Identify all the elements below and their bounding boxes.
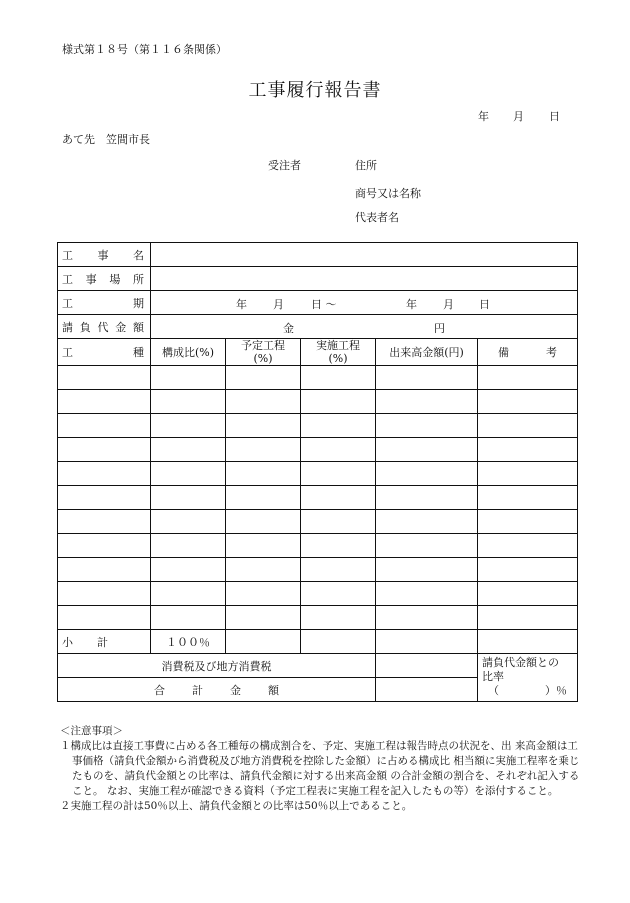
period-field[interactable] <box>151 291 578 315</box>
table-row <box>58 606 578 630</box>
cell-actual[interactable] <box>301 534 376 558</box>
total-amount[interactable] <box>376 678 478 702</box>
address-label: 住所 <box>355 159 377 172</box>
addressee: あて先 笠間市長 <box>62 133 150 146</box>
cell-work-type[interactable] <box>58 438 151 462</box>
cell-ratio[interactable] <box>151 582 226 606</box>
subtotal-label: 小 計 <box>58 630 151 654</box>
cell-planned[interactable] <box>226 558 301 582</box>
cell-work-type[interactable] <box>58 414 151 438</box>
cell-amount[interactable] <box>376 534 478 558</box>
cell-planned[interactable] <box>226 366 301 390</box>
work-name-field[interactable] <box>151 243 578 267</box>
report-table <box>57 242 578 702</box>
cell-amount[interactable] <box>376 510 478 534</box>
cell-planned[interactable] <box>226 414 301 438</box>
cell-work-type[interactable] <box>58 510 151 534</box>
cell-work-type[interactable] <box>58 606 151 630</box>
cell-work-type[interactable] <box>58 486 151 510</box>
cell-actual[interactable] <box>301 606 376 630</box>
period-end-day: 日 <box>479 298 490 311</box>
work-name-label: 工 事 名 <box>58 243 151 267</box>
cell-amount[interactable] <box>376 438 478 462</box>
cell-amount[interactable] <box>376 462 478 486</box>
cell-work-type[interactable] <box>58 366 151 390</box>
cell-ratio[interactable] <box>151 462 226 486</box>
cell-planned[interactable] <box>226 606 301 630</box>
col-ratio: 構成比(%) <box>151 339 226 366</box>
cell-amount[interactable] <box>376 606 478 630</box>
contractor-label: 受注者 <box>268 159 301 172</box>
tax-row <box>58 654 578 678</box>
ratio-box-line2: 比率 <box>482 670 504 683</box>
table-row <box>58 558 578 582</box>
cell-work-type[interactable] <box>58 582 151 606</box>
cell-ratio[interactable] <box>151 366 226 390</box>
cell-actual[interactable] <box>301 510 376 534</box>
cell-work-type[interactable] <box>58 558 151 582</box>
total-label: 合 計 金 額 <box>58 678 376 702</box>
cell-ratio[interactable] <box>151 534 226 558</box>
cell-remarks[interactable] <box>478 486 578 510</box>
subtotal-row <box>58 630 578 654</box>
cell-planned[interactable] <box>226 462 301 486</box>
column-header-row <box>58 339 578 366</box>
contract-amount-field[interactable] <box>151 315 578 339</box>
period-start-year: 年 <box>236 298 247 311</box>
cell-ratio[interactable] <box>151 510 226 534</box>
cell-ratio[interactable] <box>151 390 226 414</box>
cell-actual[interactable] <box>301 366 376 390</box>
subtotal-ratio: １００％ <box>151 630 226 654</box>
cell-actual[interactable] <box>301 558 376 582</box>
period-end-year: 年 <box>406 298 417 311</box>
contract-yen-label: 円 <box>434 322 445 335</box>
tax-amount[interactable] <box>376 654 478 678</box>
note-item-1: １構成比は直接工事費に占める各工種毎の構成割合を、予定、実施工程は報告時点の状況を、出 来高金額は工事価格（請負代金額から消費税及び地方消費税を控除した金額）に占める構成比 相当額に実施工程率を乗じたものを、請負代金額との比率は、請負代金額に対する出来高金額 の合計金額の割合を、それぞれ記入すること。 なお、実施工程が確認できる資料（予定工程表に実施工程を記入したもの等）を添付すること。 <box>60 740 580 797</box>
cell-remarks[interactable] <box>478 438 578 462</box>
note-item-2: ２実施工程の計は50％以上、請負代金額との比率は50％以上であること。 <box>60 800 413 812</box>
work-item-rows <box>58 366 578 630</box>
period-row <box>58 291 578 315</box>
cell-work-type[interactable] <box>58 390 151 414</box>
period-end-month: 月 <box>443 298 454 311</box>
table-row <box>58 534 578 558</box>
cell-actual[interactable] <box>301 462 376 486</box>
ratio-box <box>478 654 578 702</box>
table-row <box>58 462 578 486</box>
ratio-box-line1: 請負代金額との <box>482 656 559 669</box>
cell-ratio[interactable] <box>151 414 226 438</box>
cell-ratio[interactable] <box>151 486 226 510</box>
cell-remarks[interactable] <box>478 582 578 606</box>
cell-remarks[interactable] <box>478 366 578 390</box>
notes-section <box>60 724 580 814</box>
cell-planned[interactable] <box>226 534 301 558</box>
col-planned: 予定工程 (%) <box>226 339 301 366</box>
cell-planned[interactable] <box>226 486 301 510</box>
table-row <box>58 366 578 390</box>
cell-remarks[interactable] <box>478 414 578 438</box>
cell-remarks[interactable] <box>478 558 578 582</box>
form-number: 様式第１８号（第１１６条関係） <box>62 43 227 56</box>
cell-work-type[interactable] <box>58 534 151 558</box>
contract-kin-label: 金 <box>283 322 294 335</box>
table-row <box>58 438 578 462</box>
cell-actual[interactable] <box>301 414 376 438</box>
subtotal-actual[interactable] <box>301 630 376 654</box>
period-start-day: 日 〜 <box>311 298 337 311</box>
cell-remarks[interactable] <box>478 510 578 534</box>
cell-work-type[interactable] <box>58 462 151 486</box>
tax-label: 消費税及び地方消費税 <box>58 654 376 678</box>
ratio-box-input[interactable]: （ ）％ <box>488 684 568 697</box>
contract-amount-row <box>58 315 578 339</box>
cell-amount[interactable] <box>376 390 478 414</box>
col-actual: 実施工程 (%) <box>301 339 376 366</box>
period-label: 工 期 <box>58 291 151 315</box>
cell-amount[interactable] <box>376 366 478 390</box>
page-title: 工事履行報告書 <box>248 80 382 101</box>
cell-remarks[interactable] <box>478 534 578 558</box>
cell-planned[interactable] <box>226 582 301 606</box>
cell-actual[interactable] <box>301 582 376 606</box>
cell-remarks[interactable] <box>478 606 578 630</box>
work-site-label: 工 事 場 所 <box>58 267 151 291</box>
company-name-label: 商号又は名称 <box>355 187 421 200</box>
col-work-type: 工 種 <box>58 339 151 366</box>
date-month-label: 月 <box>513 110 524 123</box>
subtotal-amount[interactable] <box>376 630 478 654</box>
cell-ratio[interactable] <box>151 438 226 462</box>
table-row <box>58 486 578 510</box>
col-remarks: 備 考 <box>478 339 578 366</box>
cell-planned[interactable] <box>226 390 301 414</box>
date-day-label: 日 <box>549 110 560 123</box>
cell-ratio[interactable] <box>151 558 226 582</box>
subtotal-planned[interactable] <box>226 630 301 654</box>
contract-amount-label: 請 負 代 金 額 <box>58 315 151 339</box>
cell-ratio[interactable] <box>151 606 226 630</box>
cell-amount[interactable] <box>376 582 478 606</box>
cell-actual[interactable] <box>301 486 376 510</box>
table-row <box>58 390 578 414</box>
table-row <box>58 414 578 438</box>
table-row <box>58 582 578 606</box>
work-name-row <box>58 243 578 267</box>
table-row <box>58 510 578 534</box>
cell-planned[interactable] <box>226 438 301 462</box>
cell-actual[interactable] <box>301 438 376 462</box>
notes-heading: ＜注意事項＞ <box>60 725 123 737</box>
cell-amount[interactable] <box>376 558 478 582</box>
col-amount: 出来高金額(円) <box>376 339 478 366</box>
subtotal-remarks[interactable] <box>478 630 578 654</box>
cell-planned[interactable] <box>226 510 301 534</box>
representative-label: 代表者名 <box>355 211 399 224</box>
work-site-row <box>58 267 578 291</box>
cell-amount[interactable] <box>376 486 478 510</box>
cell-remarks[interactable] <box>478 390 578 414</box>
cell-actual[interactable] <box>301 390 376 414</box>
date-year-label: 年 <box>478 110 489 123</box>
work-site-field[interactable] <box>151 267 578 291</box>
period-start-month: 月 <box>273 298 284 311</box>
cell-amount[interactable] <box>376 414 478 438</box>
cell-remarks[interactable] <box>478 462 578 486</box>
